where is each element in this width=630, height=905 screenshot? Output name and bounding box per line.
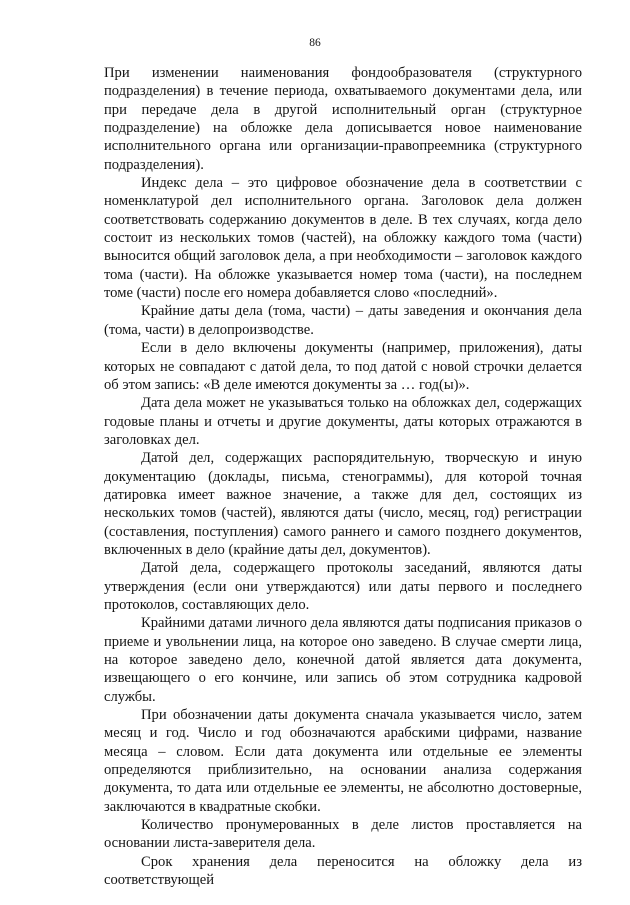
- page-number: 86: [309, 37, 321, 49]
- paragraph-11: Срок хранения дела переносится на обложку дела из соответствующей: [104, 853, 582, 889]
- paragraph-3: Крайние даты дела (тома, части) – даты заведения и окончания дела (тома, части) в делопроизводстве.: [104, 303, 582, 338]
- paragraph-7: Датой дела, содержащего протоколы заседаний, являются даты утверждения (если они утверждаются) или даты первого и последнего протоколов, составляющих дело.: [104, 560, 582, 613]
- paragraph-10: Количество пронумерованных в деле листов проставляется на основании листа-заверителя дела.: [104, 817, 582, 852]
- document-body: [104, 64, 582, 889]
- paragraph-1: При изменении наименования фондообразователя (структурного подразделения) в течение периода, охватываемого документами дела, или при передаче дела в другой исполнительный орган (структурное подразделение) на обложке дела дописывается новое наименование исполнительного органа или организации-правопреемника (структурного подразделения).: [104, 65, 582, 173]
- paragraph-9: При обозначении даты документа сначала указывается число, затем месяц и год. Число и год обозначаются арабскими цифрами, название месяца – словом. Если дата документа или отдельные ее элементы определяются приблизительно, на основании анализа содержания документа, то дата или отдельные ее элементы, не абсолютно достоверные, заключаются в квадратные скобки.: [104, 707, 582, 815]
- paragraph-6: Датой дел, содержащих распорядительную, творческую и иную документацию (доклады, письма, стенограммы), для которой точная датировка имеет важное значение, а также для дел, состоящих из нескольких томов (частей), являются даты (число, месяц, год) регистрации (составления, поступления) самого раннего и самого позднего документов, включенных в дело (крайние даты дел, документов).: [104, 450, 582, 558]
- paragraph-5: Дата дела может не указываться только на обложках дел, содержащих годовые планы и отчеты и другие документы, даты которых отражаются в заголовках дел.: [104, 395, 582, 448]
- paragraph-4: Если в дело включены документы (например, приложения), даты которых не совпадают с датой дела, то под датой с новой строчки делается об этом запись: «В деле имеются документы за … год(ы)».: [104, 340, 582, 393]
- paragraph-2: Индекс дела – это цифровое обозначение дела в соответствии с номенклатурой дел исполнительного органа. Заголовок дела должен соответствовать содержанию документов в деле. В тех случаях, когда дело состоит из нескольких томов (частей), на обложку каждого тома (части) выносится общий заголовок дела, а при необходимости – заголовок каждого тома (части). На обложке указывается номер тома (части), на последнем томе (части) после его номера добавляется слово «последний».: [104, 175, 582, 302]
- paragraph-8: Крайними датами личного дела являются даты подписания приказов о приеме и увольнении лица, на которое оно заведено. В случае смерти лица, на которое заведено дело, конечной датой является дата документа, извещающего о его кончине, или запись об этом сотрудника кадровой службы.: [104, 615, 582, 705]
